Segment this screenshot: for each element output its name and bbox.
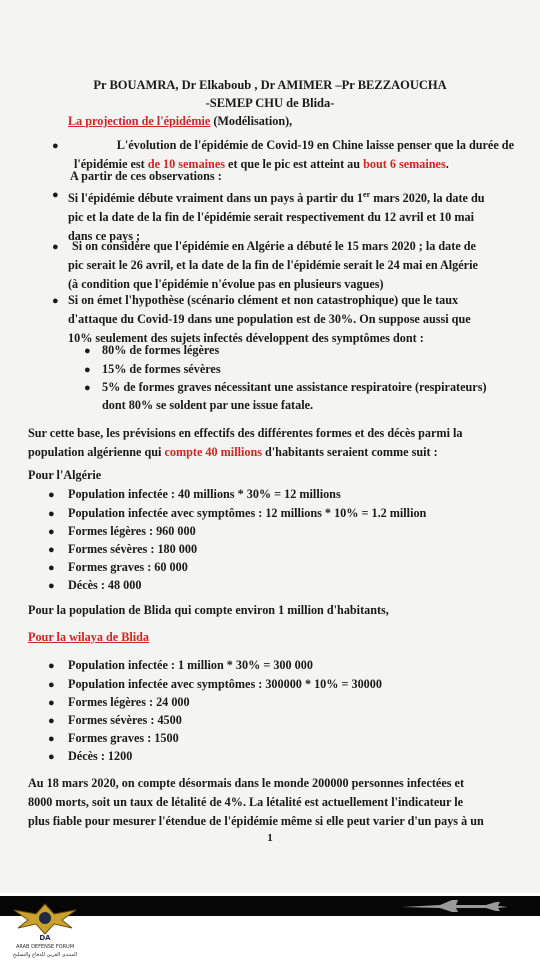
blida-item: Formes graves : 1500 (68, 731, 179, 745)
algeria-item: Population infectée avec symptômes : 12 millions * 10% = 1.2 million (68, 506, 427, 520)
algeria-item: Décès : 48 000 (68, 578, 142, 592)
section-title: La projection de l'épidémie (Modélisation), (68, 114, 293, 128)
symptom-item: 5% de formes graves nécessitant une assistance respiratoire (respirateurs) (102, 380, 487, 394)
observations-intro: A partir de ces observations : (70, 169, 222, 183)
algeria-item: Formes légères : 960 000 (68, 524, 196, 538)
bullet-icon: ● (48, 544, 55, 556)
bullet-icon: ● (48, 489, 55, 501)
bullet-icon: ● (52, 295, 59, 307)
blida-item: Décès : 1200 (68, 749, 133, 763)
bullet-icon: ● (48, 562, 55, 574)
bullet-icon: ● (48, 715, 55, 727)
observation-2: Si on considère que l'épidémie en Algérie a débuté le 15 mars 2020 ; la date de pic serait le 26 avril, et la date de la fin de l'épidémie serait le 24 mai en Algérie (à condition que l'épidémie n'évolue pas en plusieurs vagues) (68, 239, 478, 291)
bullet-icon: ● (48, 508, 55, 520)
svg-text:DA: DA (39, 934, 51, 942)
algeria-heading: Pour l'Algérie (28, 468, 102, 482)
symptom-item-continuation: dont 80% se soldent par une issue fatale. (102, 398, 314, 412)
bullet-icon: ● (52, 189, 59, 201)
forum-name: ARAB DEFENSE FORUM (15, 944, 75, 950)
bullet-icon: ● (48, 660, 55, 672)
observation-1: Si l'épidémie débute vraiment dans un pays à partir du 1er mars 2020, la date du pic et la date de la fin de l'épidémie serait respectivement du 12 avril et 10 mai dans ce pays ; (68, 190, 485, 244)
algeria-item: Population infectée : 40 millions * 30% = 12 millions (68, 487, 341, 501)
page-number: 1 (267, 832, 273, 844)
bullet-icon: ● (48, 697, 55, 709)
bullet-icon: ● (48, 733, 55, 745)
algeria-item: Formes graves : 60 000 (68, 560, 188, 574)
blida-item: Formes légères : 24 000 (68, 695, 190, 709)
blida-item: Population infectée : 1 million * 30% = 300 000 (68, 658, 313, 672)
symptom-item: 15% de formes sévères (102, 362, 221, 376)
intro-paragraph: L'évolution de l'épidémie de Covid-19 en Chine laisse penser que la durée de l'épidémie est de 10 semaines et que le pic est atteint au bout 6 semaines. (74, 138, 514, 171)
bullet-icon: ● (52, 241, 59, 253)
blida-item: Formes sévères : 4500 (68, 713, 182, 727)
bullet-icon: ● (48, 526, 55, 538)
algeria-item: Formes sévères : 180 000 (68, 542, 198, 556)
bullet-icon: ● (52, 140, 59, 152)
blida-item: Population infectée avec symptômes : 300000 * 10% = 30000 (68, 677, 382, 691)
authors-line: Pr BOUAMRA, Dr Elkaboub , Dr AMIMER –Pr BEZZAOUCHA (93, 78, 447, 92)
forum-logo (6, 898, 84, 960)
bullet-icon: ● (48, 751, 55, 763)
eagle-emblem-icon (6, 898, 84, 942)
final-paragraph: Au 18 mars 2020, on compte désormais dans le monde 200000 personnes infectées et 8000 morts, soit un taux de létalité de 4%. La létalité est actuellement l'indicateur le plus fiable pour mesurer l'étendue de l'épidémie même si elle peut varier d'un pays à un (28, 776, 484, 828)
bullet-icon: ● (84, 345, 91, 357)
bullet-icon: ● (48, 679, 55, 691)
forum-name-arabic: المنتدى العربي للدفاع والتسليح (12, 952, 78, 958)
bullet-icon: ● (48, 580, 55, 592)
jet-silhouette-icon (400, 898, 510, 914)
observation-3: Si on émet l'hypothèse (scénario clément et non catastrophique) que le taux d'attaque du Covid-19 dans une population est de 30%. On suppose aussi que 10% seulement des sujets infectés développent des symptômes dont : (68, 293, 471, 345)
bullet-icon: ● (84, 364, 91, 376)
institution-line: -SEMEP CHU de Blida- (205, 96, 335, 110)
blida-heading: Pour la wilaya de Blida (28, 630, 149, 644)
symptom-item: 80% de formes légères (102, 343, 220, 357)
bullet-icon: ● (84, 382, 91, 394)
base-paragraph: Sur cette base, les prévisions en effectifs des différentes formes et des décès parmi la population algérienne qui compte 40 millions d'habitants seraient comme suit : (28, 426, 463, 459)
blida-intro: Pour la population de Blida qui compte environ 1 million d'habitants, (28, 603, 389, 617)
